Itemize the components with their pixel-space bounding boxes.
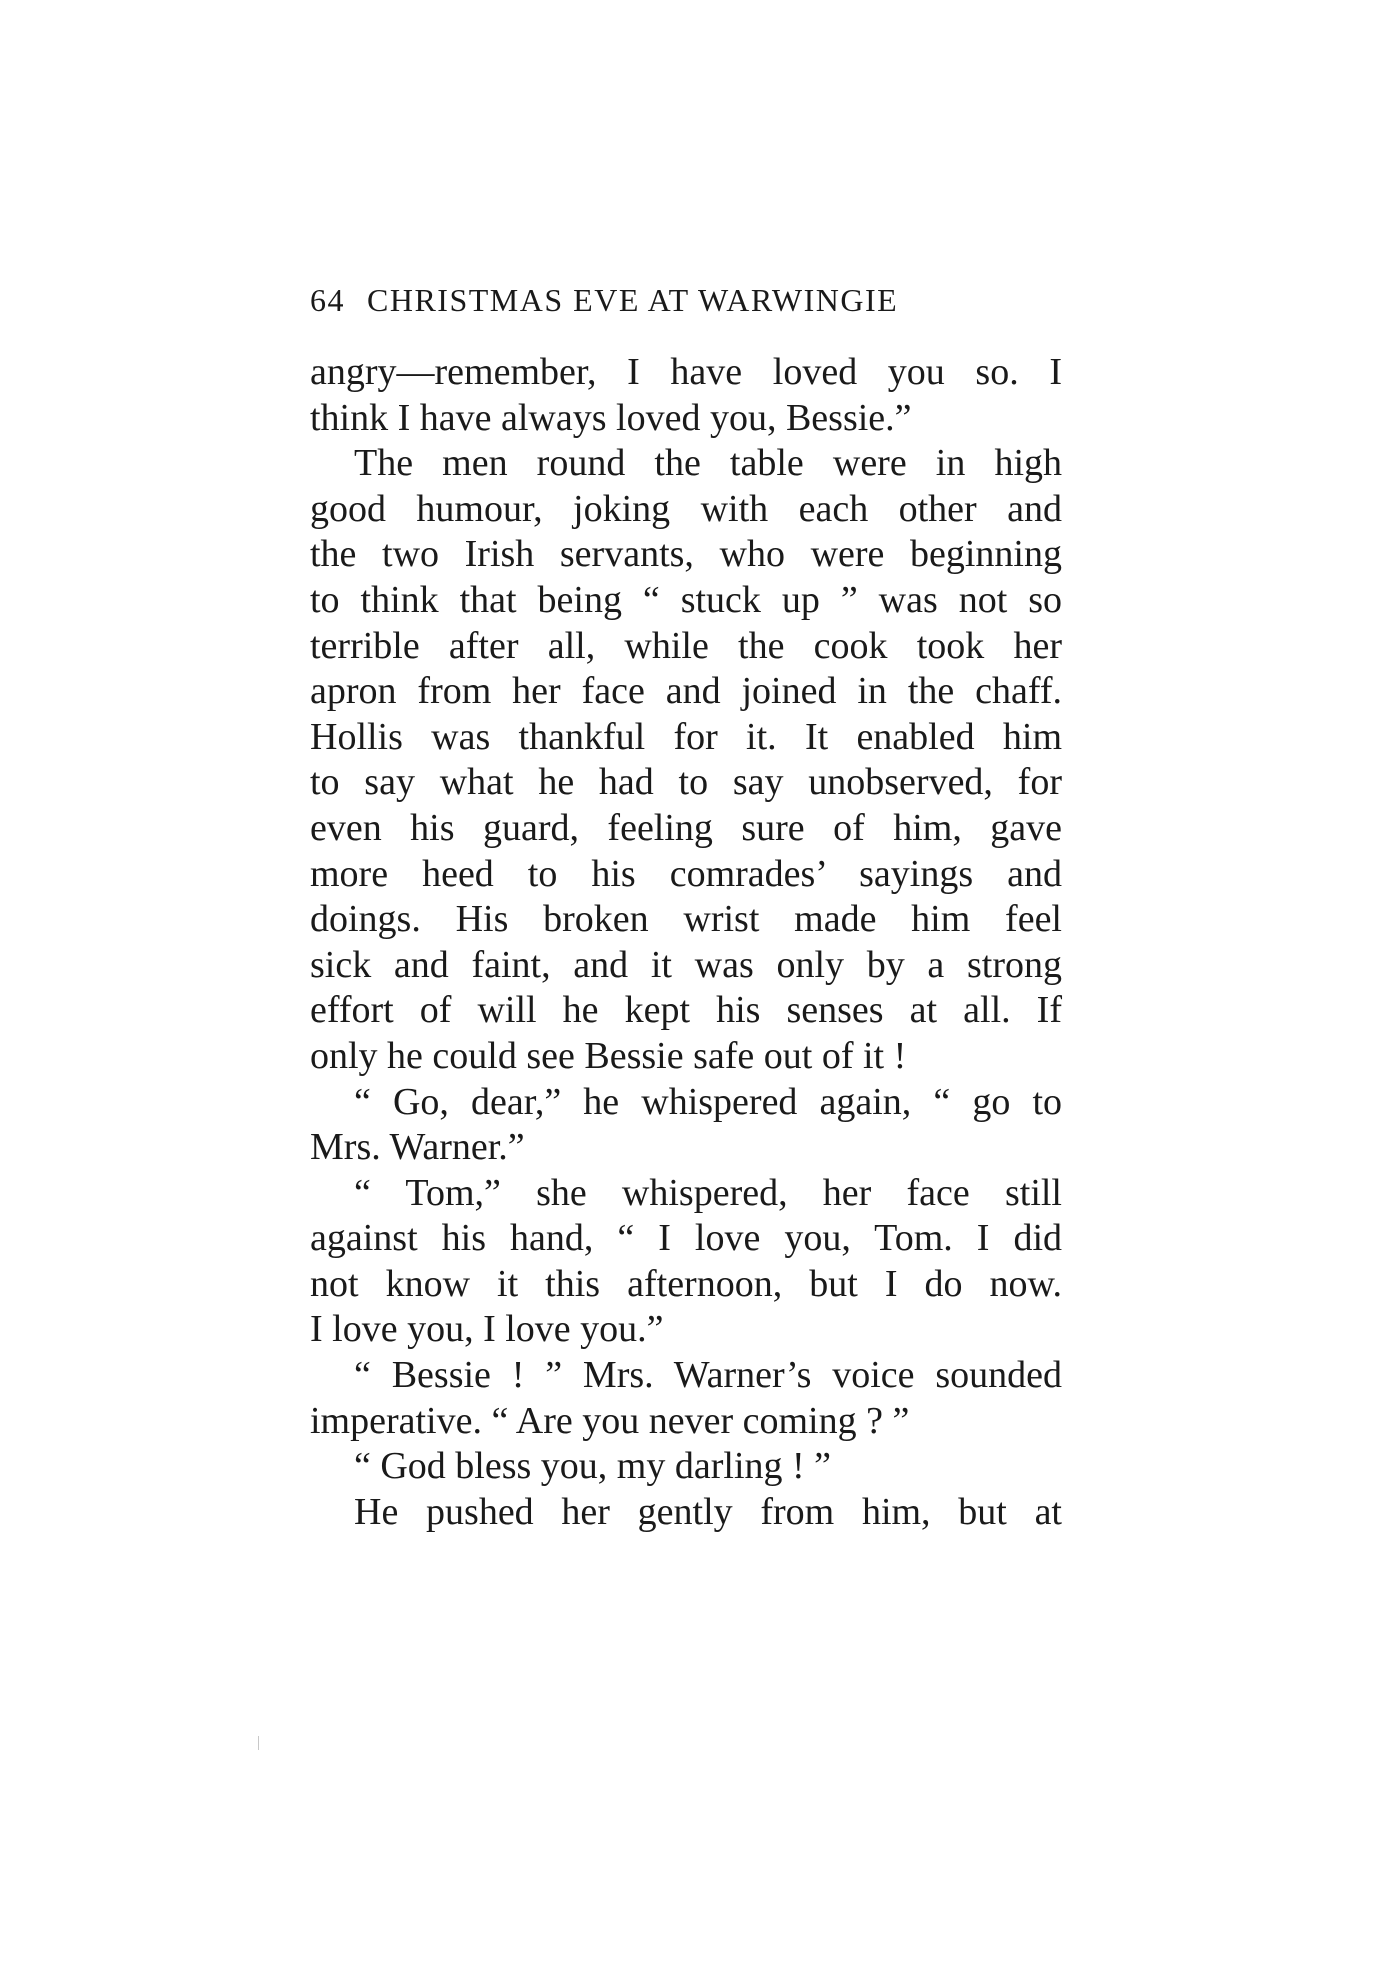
text-line: terrible after all, while the cook took her <box>310 624 1062 667</box>
text-line: “ Go, dear,” he whispered again, “ go to <box>354 1080 1062 1123</box>
text-line: not know it this afternoon, but I do now. <box>310 1262 1062 1305</box>
text-line: He pushed her gently from him, but at <box>354 1490 1062 1533</box>
text-line: angry—remember, I have loved you so. I <box>310 351 1062 393</box>
text-line: Mrs. Warner.” <box>310 1126 525 1169</box>
text-line: to think that being “ stuck up ” was not so <box>310 578 1062 621</box>
text-line: only he could see Bessie safe out of it ! <box>310 1034 907 1077</box>
text-line: “ God bless you, my darling ! ” <box>354 1445 832 1488</box>
text-line: even his guard, feeling sure of him, gave <box>310 806 1062 849</box>
text-line: think I have always loved you, Bessie.” <box>310 396 912 439</box>
text-line: I love you, I love you.” <box>310 1308 664 1351</box>
text-line: Hollis was thankful for it. It enabled him <box>310 715 1062 758</box>
page-number: 64 <box>310 282 345 318</box>
text-line: effort of will he kept his senses at all. If <box>310 989 1062 1032</box>
text-line: apron from her face and joined in the chaff. <box>310 670 1062 713</box>
text-line: sick and faint, and it was only by a strong <box>310 943 1062 986</box>
text-line: imperative. “ Are you never coming ? ” <box>310 1399 910 1442</box>
text-line: more heed to his comrades’ sayings and <box>310 852 1062 895</box>
running-title: CHRISTMAS EVE AT WARWINGIE <box>367 282 899 318</box>
text-line: against his hand, “ I love you, Tom. I did <box>310 1217 1062 1260</box>
text-line: doings. His broken wrist made him feel <box>310 898 1062 941</box>
text-line: “ Tom,” she whispered, her face still <box>354 1171 1062 1214</box>
text-line: “ Bessie ! ” Mrs. Warner’s voice sounded <box>354 1354 1062 1397</box>
running-head <box>310 282 1070 319</box>
scan-speck <box>258 1736 259 1750</box>
text-line: good humour, joking with each other and <box>310 487 1062 530</box>
body-text <box>310 350 1062 1535</box>
text-line: to say what he had to say unobserved, for <box>310 761 1062 804</box>
text-line: The men round the table were in high <box>354 442 1062 485</box>
text-line: the two Irish servants, who were beginning <box>310 533 1062 576</box>
